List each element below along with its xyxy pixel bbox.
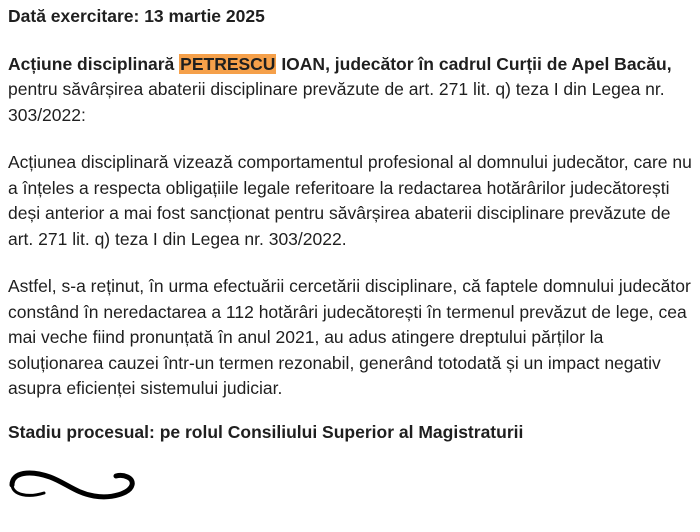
paragraph-findings: Astfel, s-a reținut, în urma efectuării cercetării disciplinare, că faptele domnului judecător constând în neredactarea a 112 hotărâri judecătorești în termenul prevăzut de lege, cea mai veche fiind pronunțată în anul 2021, au adus atingere dreptului părților la soluționarea cauzei într-un termen rezonabil, generând totodată și un impact negativ asupra eficienței sistemului judiciar. [8,276,691,398]
action-legal-basis: pentru săvârșirea abaterii disciplinare prevăzute de art. 271 lit. q) teza I din Legea nr. 303/2022: [8,79,665,125]
procedural-stage: Stadiu procesual: pe rolul Consiliului Superior al Magistraturii [8,421,524,442]
paragraph-conduct: Acțiunea disciplinară vizează comportamentul profesional al domnului judecător, care nu a înțeles a respecta obligațiile legale referitoare la redactarea hotărârilor judecătorești deși anterior a mai fost sancționat pentru săvârșirea abaterii disciplinare prevăzute de art. 271 lit. q) teza I din Legea nr. 303/2022. [8,152,692,249]
exercise-date: Dată exercitare: 13 martie 2025 [8,6,265,26]
highlighted-name: PETRESCU [180,53,276,74]
action-judge-info: IOAN, judecător în cadrul Curții de Apel Bacău, [276,53,672,74]
disciplinary-action-heading [8,52,692,129]
document-body [8,0,692,505]
flourish-divider-icon [8,465,138,505]
action-prefix: Acțiune disciplinară [8,53,180,74]
